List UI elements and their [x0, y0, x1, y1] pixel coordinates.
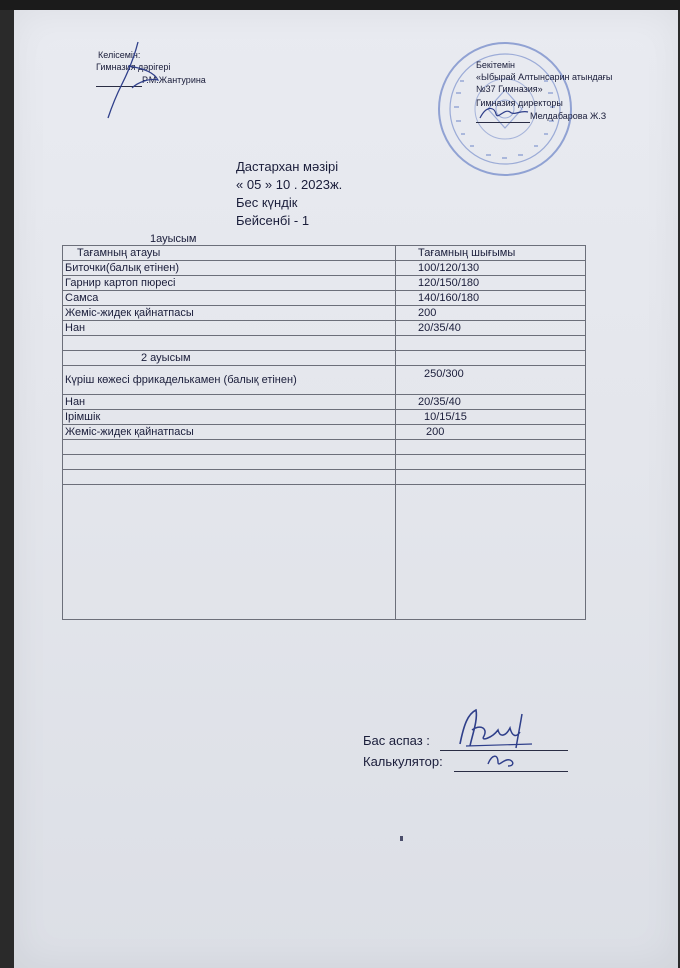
chef-label: Бас аспаз : — [363, 733, 430, 748]
director-signature — [476, 100, 536, 126]
table-row-empty — [63, 455, 586, 470]
table-row-empty — [63, 440, 586, 455]
dish-yield: 200 — [396, 425, 586, 440]
table-row — [63, 321, 586, 336]
table-row-empty — [63, 470, 586, 485]
dish-yield: 20/35/40 — [396, 395, 586, 410]
table-row — [63, 306, 586, 321]
dish-yield: 120/150/180 — [396, 276, 586, 291]
dish-name: Биточки(балық етінен) — [63, 261, 396, 276]
menu-table — [62, 245, 586, 620]
approval-right-line2: «Ыбырай Алтынсарин атындағы — [476, 72, 613, 82]
dish-name: Ірімшік — [63, 410, 396, 425]
approval-right-line5: Мелдабарова Ж.З — [530, 111, 607, 121]
chef-signature — [454, 706, 536, 752]
heading-date: « 05 » 10 . 2023ж. — [236, 177, 343, 192]
shift1-label: 1ауысым — [150, 233, 197, 245]
shift2-label: 2 ауысым — [63, 351, 396, 366]
column-header-name: Тағамның атауы — [63, 246, 396, 261]
dish-yield: 100/120/130 — [396, 261, 586, 276]
approval-right-line4: Гимназия директоры — [476, 98, 563, 108]
table-row-empty — [63, 336, 586, 351]
heading-period: Бес күндік — [236, 195, 298, 210]
shift2-label-row — [63, 351, 586, 366]
table-row — [63, 261, 586, 276]
table-row — [63, 395, 586, 410]
approval-right-line3: №37 Гимназия» — [476, 84, 543, 94]
dish-name: Гарнир картоп пюресі — [63, 276, 396, 291]
heading-day: Бейсенбі - 1 — [236, 213, 310, 228]
dish-yield: 250/300 — [396, 366, 586, 395]
dish-name: Нан — [63, 321, 396, 336]
dish-name: Жеміс-жидек қайнатпасы — [63, 425, 396, 440]
table-row — [63, 410, 586, 425]
table-row — [63, 425, 586, 440]
dish-name: Жеміс-жидек қайнатпасы — [63, 306, 396, 321]
approval-right-line1: Бекітемін — [476, 60, 516, 70]
doctor-signature — [98, 38, 178, 124]
document-page — [14, 10, 678, 968]
approval-left-line1: Келісемін: — [98, 50, 141, 60]
top-bar — [0, 0, 680, 10]
table-row — [63, 291, 586, 306]
dish-name: Нан — [63, 395, 396, 410]
approval-left-line3: Р.М.Жантурина — [142, 75, 206, 85]
table-row-empty — [63, 485, 586, 620]
table-header-row — [63, 246, 586, 261]
dish-yield: 200 — [396, 306, 586, 321]
heading-title: Дастархан мәзірі — [236, 159, 339, 174]
calculator-signature — [484, 748, 520, 772]
dish-yield: 140/160/180 — [396, 291, 586, 306]
table-row — [63, 366, 586, 395]
ink-dot — [400, 836, 403, 841]
dish-name: Күріш көжесі фрикаделькамен (балық етінен) — [63, 366, 396, 395]
column-header-yield: Тағамның шығымы — [396, 246, 586, 261]
approval-left-line2: Гимназия дәрігері — [96, 62, 171, 72]
dish-yield: 10/15/15 — [396, 410, 586, 425]
dish-name: Самса — [63, 291, 396, 306]
calculator-label: Калькулятор: — [363, 754, 443, 769]
dish-yield: 20/35/40 — [396, 321, 586, 336]
table-row — [63, 276, 586, 291]
